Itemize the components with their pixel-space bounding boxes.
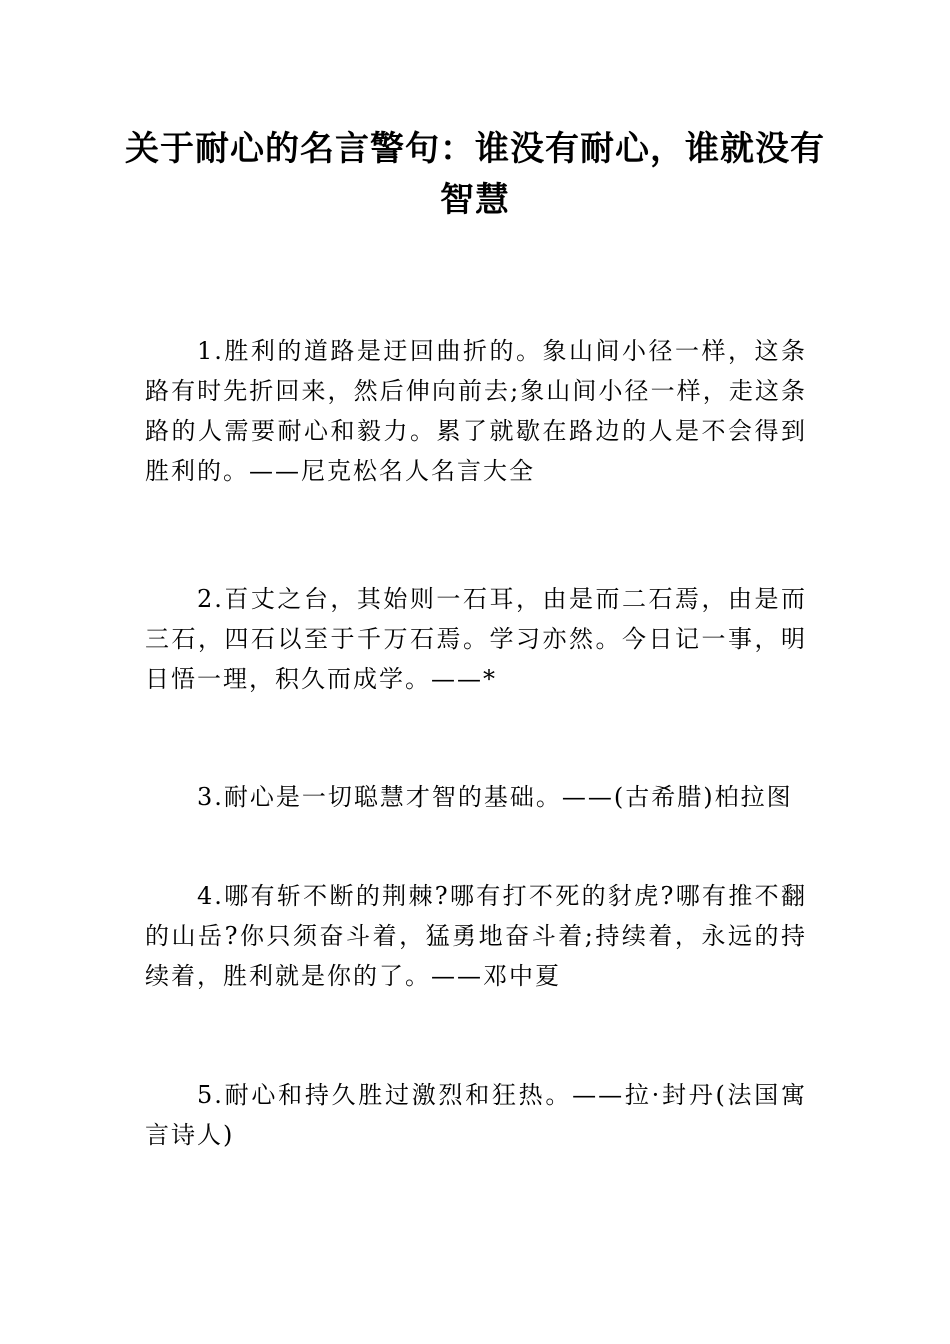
- quote-paragraph-4: 4.哪有斩不断的荆棘?哪有打不死的豺虎?哪有推不翻的山岳?你只须奋斗着，猛勇地奋斗着;持续着，永远的持续着，胜利就是你的了。——邓中夏: [145, 882, 807, 990]
- quote-paragraph-5: 5.耐心和持久胜过激烈和狂热。——拉·封丹(法国寓言诗人): [145, 1081, 807, 1149]
- quote-paragraph-1: 1.胜利的道路是迂回曲折的。象山间小径一样，这条路有时先折回来，然后伸向前去;象山间小径一样，走这条路的人需要耐心和毅力。累了就歇在路边的人是不会得到胜利的。——尼克松名人名言大全: [145, 337, 807, 485]
- document-title: 关于耐心的名言警句：谁没有耐心，谁就没有智慧: [125, 129, 825, 220]
- quote-paragraph-3: 3.耐心是一切聪慧才智的基础。——(古希腊)柏拉图: [197, 783, 793, 811]
- quote-paragraph-2: 2.百丈之台，其始则一石耳，由是而二石焉，由是而三石，四石以至于千万石焉。学习亦然。今日记一事，明日悟一理，积久而成学。——*: [145, 585, 807, 693]
